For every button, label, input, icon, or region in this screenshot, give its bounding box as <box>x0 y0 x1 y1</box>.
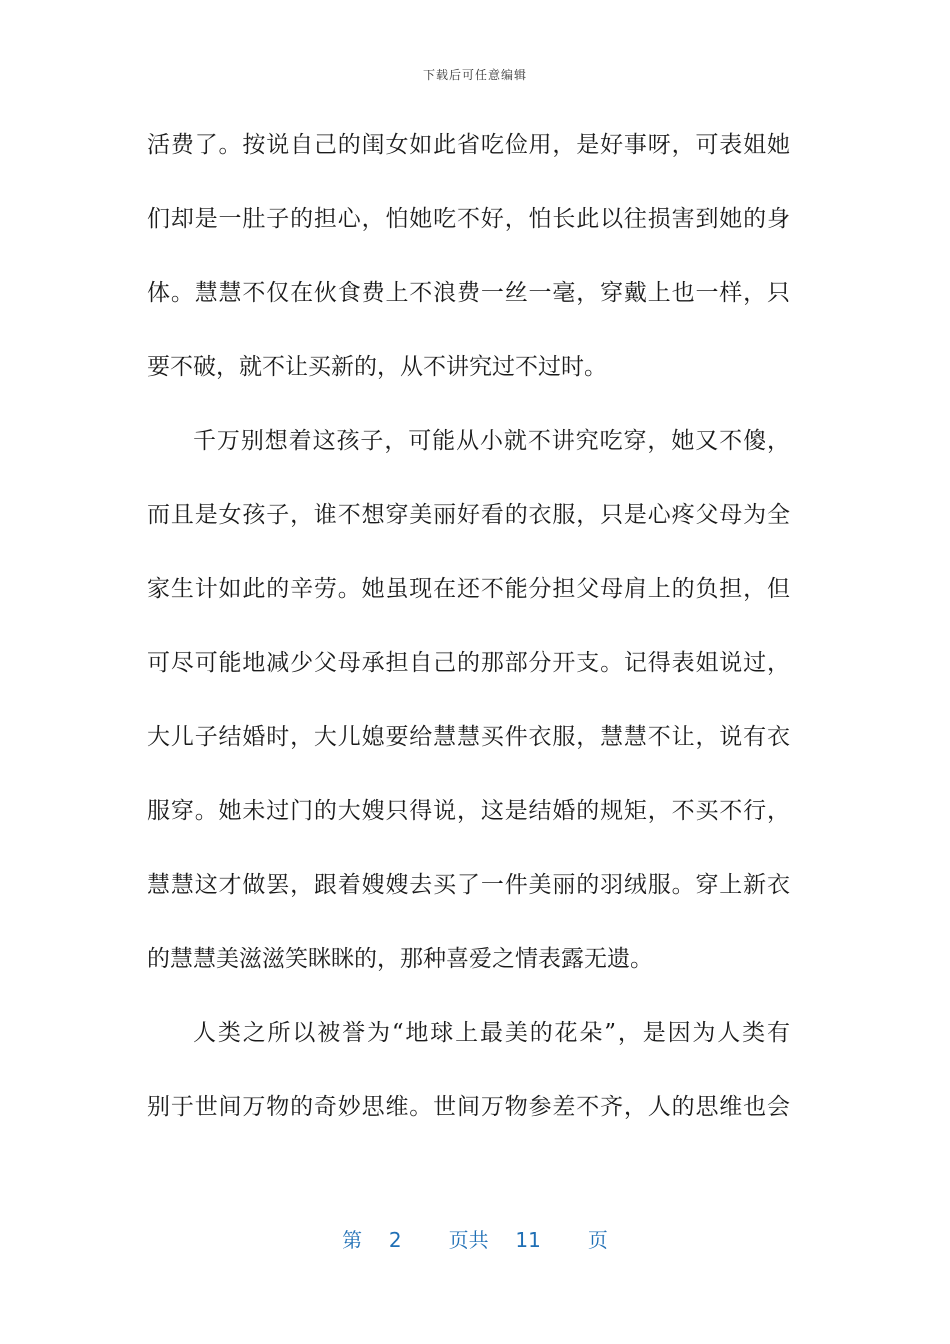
footer-middle: 页共 <box>448 1228 489 1252</box>
body-line: 人类之所以被誉为“地球上最美的花朵”，是因为人类有 <box>193 1020 790 1046</box>
footer-total-pages: 11 <box>515 1228 541 1252</box>
body-line: 别于世间万物的奇妙思维。世间万物参差不齐，人的思维也会 <box>147 1094 790 1120</box>
body-line: 慧慧这才做罢，跟着嫂嫂去买了一件美丽的羽绒服。穿上新衣 <box>147 872 790 898</box>
body-line: 服穿。她未过门的大嫂只得说，这是结婚的规矩，不买不行， <box>147 798 790 824</box>
footer-suffix: 页 <box>587 1228 608 1252</box>
body-text <box>147 126 790 1162</box>
body-line: 体。慧慧不仅在伙食费上不浪费一丝一毫，穿戴上也一样，只 <box>147 280 790 306</box>
body-line: 的慧慧美滋滋笑眯眯的，那种喜爱之情表露无遗。 <box>147 946 653 972</box>
body-line: 家生计如此的辛劳。她虽现在还不能分担父母肩上的负担，但 <box>147 576 790 602</box>
body-line: 千万别想着这孩子，可能从小就不讲究吃穿，她又不傻， <box>193 428 790 454</box>
body-line: 大儿子结婚时，大儿媳要给慧慧买件衣服，慧慧不让，说有衣 <box>147 724 790 750</box>
footer-current-page: 2 <box>388 1228 402 1252</box>
body-line: 们却是一肚子的担心，怕她吃不好，怕长此以往损害到她的身 <box>147 206 790 232</box>
page-footer <box>0 1224 950 1253</box>
header-note: 下载后可任意编辑 <box>422 68 527 82</box>
body-line: 活费了。按说自己的闺女如此省吃俭用，是好事呀，可表姐她 <box>147 132 790 158</box>
body-line: 而且是女孩子，谁不想穿美丽好看的衣服，只是心疼父母为全 <box>147 502 790 528</box>
footer-prefix: 第 <box>342 1228 363 1252</box>
body-line: 要不破，就不让买新的，从不讲究过不过时。 <box>147 354 607 380</box>
body-line: 可尽可能地减少父母承担自己的那部分开支。记得表姐说过， <box>147 650 790 676</box>
